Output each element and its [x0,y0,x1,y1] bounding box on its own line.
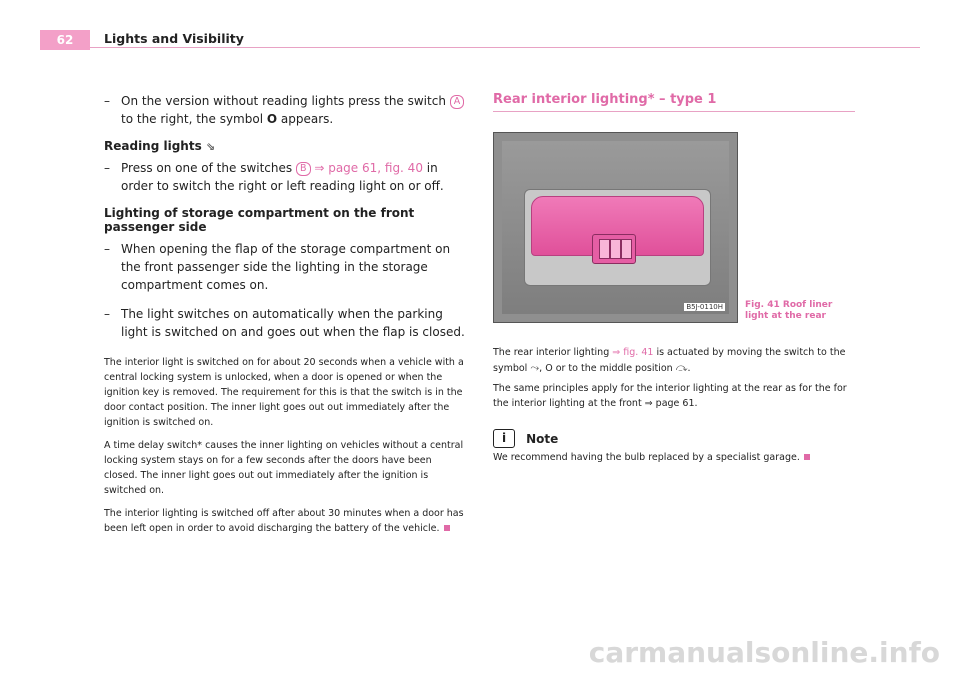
section-title: Rear interior lighting* – type 1 [493,92,855,112]
step-press-switches: – Press on one of the switches B ⇒ page 61, fig. 40 in order to switch the right or left reading light on or off. [104,161,444,193]
page-number: 62 [40,30,90,50]
reading-lights-heading: Reading lights ⇘ [104,139,216,153]
figure-roof-liner-light [493,132,738,323]
badge-a: A [450,95,465,109]
step-storage-flap: – When opening the flap of the storage compartment on the front passenger side the lighting in the storage compartment comes on. [104,242,451,292]
xref-page-61[interactable]: ⇒ page 61, fig. 40 [314,161,423,175]
figure-caption: Fig. 41 Roof liner light at the rear [745,300,833,321]
step-press-switch: – On the version without reading lights press the switch A to the right, the symbol O appears. [104,92,466,128]
right-column [493,92,855,463]
light-switch [592,234,636,264]
reading-light-icon: ⇘ [205,140,216,153]
xref-fig-41[interactable]: ⇒ fig. 41 [612,347,654,358]
header-divider [90,47,920,48]
paragraph-time-delay: A time delay switch* causes the inner lighting on vehicles without a central locking system stays on for a few seconds after the doors have been closed. The inner light goes out out immediately after the ignition is switched on. [104,440,464,496]
paragraph-switch-off: The interior lighting is switched off after about 30 minutes when a door has been left open in order to avoid discharging the battery of the vehicle. [104,508,464,534]
info-icon: i [493,429,515,448]
note-label: Note [526,431,559,446]
watermark: carmanualsonline.info [588,636,940,669]
step-parking-light: – The light switches on automatically when the parking light is switched on and goes out when the flap is closed. [104,307,465,339]
paragraph-interior-light: The interior light is switched on for about 20 seconds when a vehicle with a central locking system is unlocked, when a door is opened or when the ignition key is removed. The requirement for this is that the switch is in the door contact position. The inner light goes out out immediately after the ignition is switched on. [104,357,464,428]
middle-position-icon: ⤼ [675,361,688,374]
storage-heading: Lighting of storage compartment on the front passenger side [104,206,415,234]
note-text: We recommend having the bulb replaced by a specialist garage. [493,450,855,465]
left-column [104,92,466,544]
end-of-note-icon [804,454,810,460]
figure-code: B5J-0110H [686,303,723,311]
paragraph-rear-lighting: The rear interior lighting ⇒ fig. 41 is actuated by moving the switch to the symbol ⤳, O or to the middle position ⤼. [493,347,846,374]
note-box [493,428,855,465]
door-contact-icon: ⤳ [530,361,540,374]
paragraph-same-principles: The same principles apply for the interior lighting at the rear as for the for the interior lighting at the front ⇒ page 61. [493,383,847,409]
light-housing [524,189,711,286]
badge-b: B [296,162,311,176]
end-of-section-icon [444,525,450,531]
page-header-title: Lights and Visibility [104,31,244,46]
